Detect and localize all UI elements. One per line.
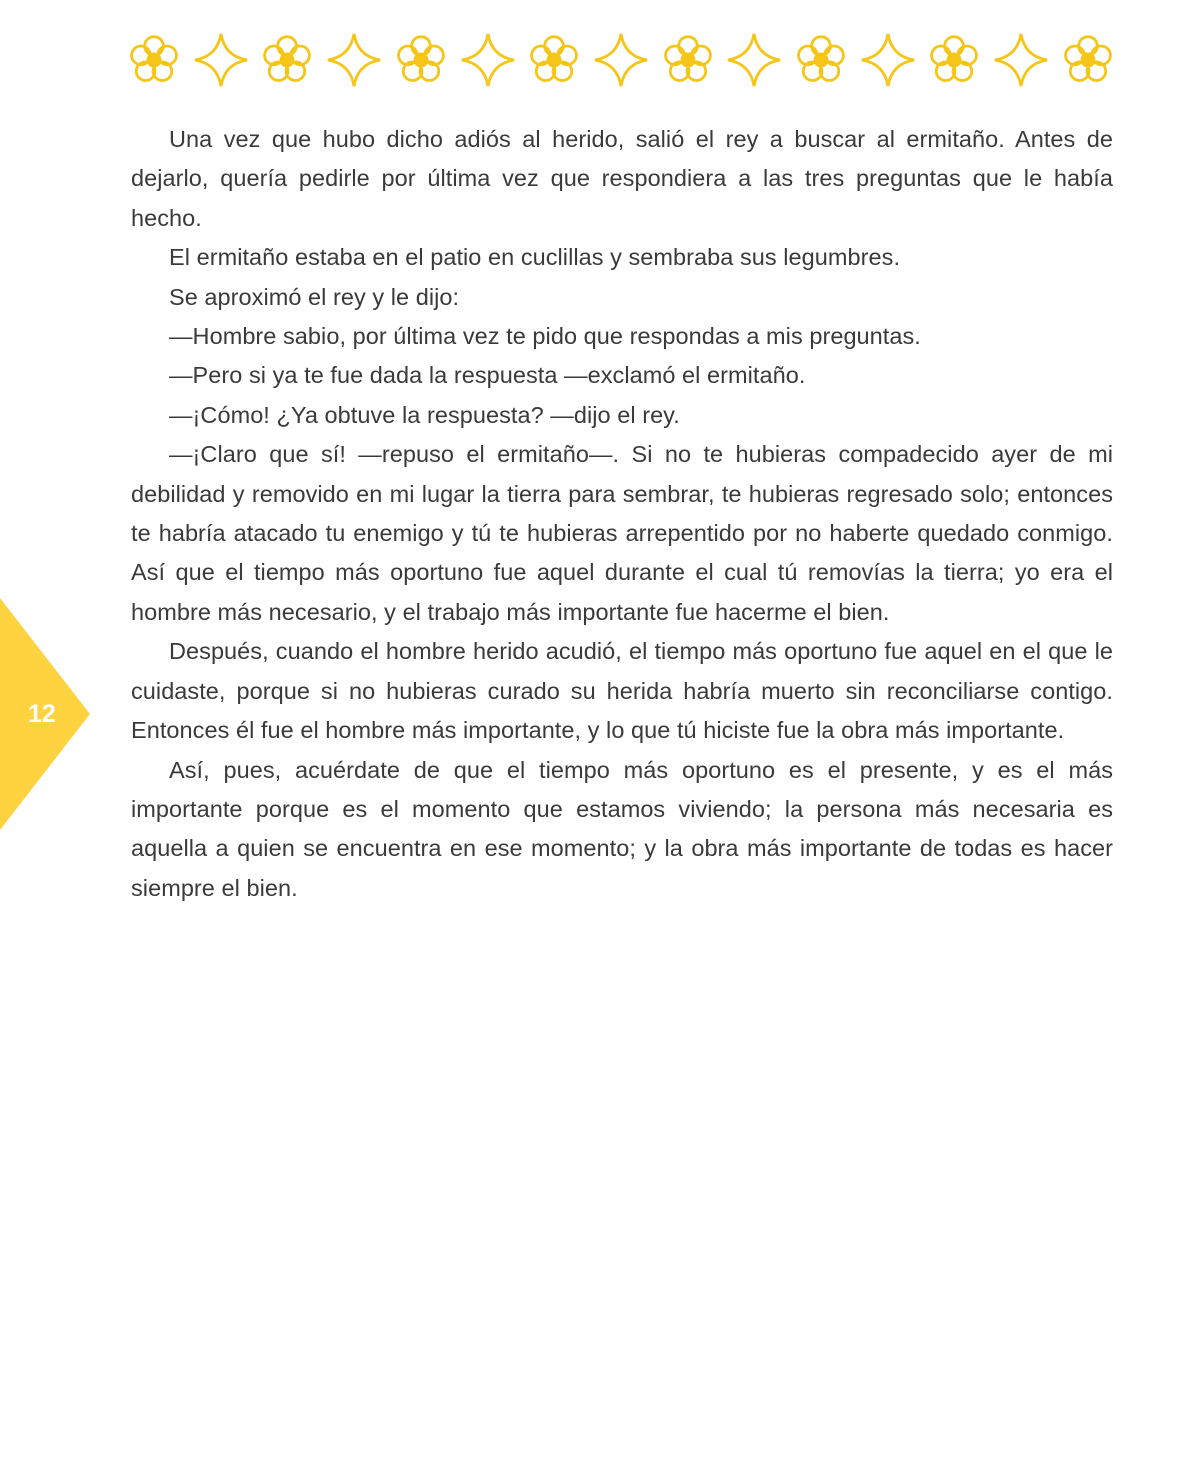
flower-icon [793,32,849,88]
page-number: 12 [28,700,56,728]
paragraph: El ermitaño estaba en el patio en cuclillas y sembraba sus legumbres. [169,244,901,271]
flower-icon [926,32,982,88]
flower-icon [393,32,449,88]
star-icon [460,32,516,88]
flower-icon [126,32,182,88]
flower-icon [1060,32,1116,88]
decorative-border [126,28,1116,92]
star-icon [993,32,1049,88]
paragraph: —¡Claro que sí! —repuso el ermitaño—. Si no te hubieras compadecido ayer de mi debilidad y removido en mi lugar la tierra para sembrar, te hubieras regresado solo; entonces te habría atacado tu enemigo y tú te hubieras arrepentido por no haberte quedado conmigo. Así que el tiempo más oportuno fue aquel durante el cual tú removías la tierra; yo era el hombre más necesario, y el trabajo más importante fue hacerme el bien. [131,441,1113,625]
flower-icon [259,32,315,88]
flower-icon [526,32,582,88]
star-icon [326,32,382,88]
paragraph: Una vez que hubo dicho adiós al herido, salió el rey a buscar al ermitaño. Antes de dejarlo, quería pedirle por última vez que respondiera a las tres preguntas que le había hecho. [131,126,1113,231]
paragraph: Después, cuando el hombre herido acudió, el tiempo más oportuno fue aquel en el que le cuidaste, porque si no hubieras curado su herida habría muerto sin reconciliarse contigo. Entonces él fue el hombre más importante, y lo que tú hiciste fue la obra más importante. [131,638,1113,744]
paragraph: —Pero si ya te fue dada la respuesta —exclamó el ermitaño. [169,362,806,389]
star-icon [726,32,782,88]
paragraph: —Hombre sabio, por última vez te pido que respondas a mis preguntas. [169,323,921,350]
paragraph: Se aproximó el rey y le dijo: [169,283,460,310]
star-icon [593,32,649,88]
star-icon [860,32,916,88]
story-text [131,120,1113,908]
paragraph: Así, pues, acuérdate de que el tiempo más oportuno es el presente, y es el más importante porque es el momento que estamos viviendo; la persona más necesaria es aquella a quien se encuentra en ese momento; y la obra más importante de todas es hacer siempre el bien. [131,756,1113,901]
star-icon [193,32,249,88]
flower-icon [660,32,716,88]
paragraph: —¡Cómo! ¿Ya obtuve la respuesta? —dijo el rey. [169,401,680,428]
